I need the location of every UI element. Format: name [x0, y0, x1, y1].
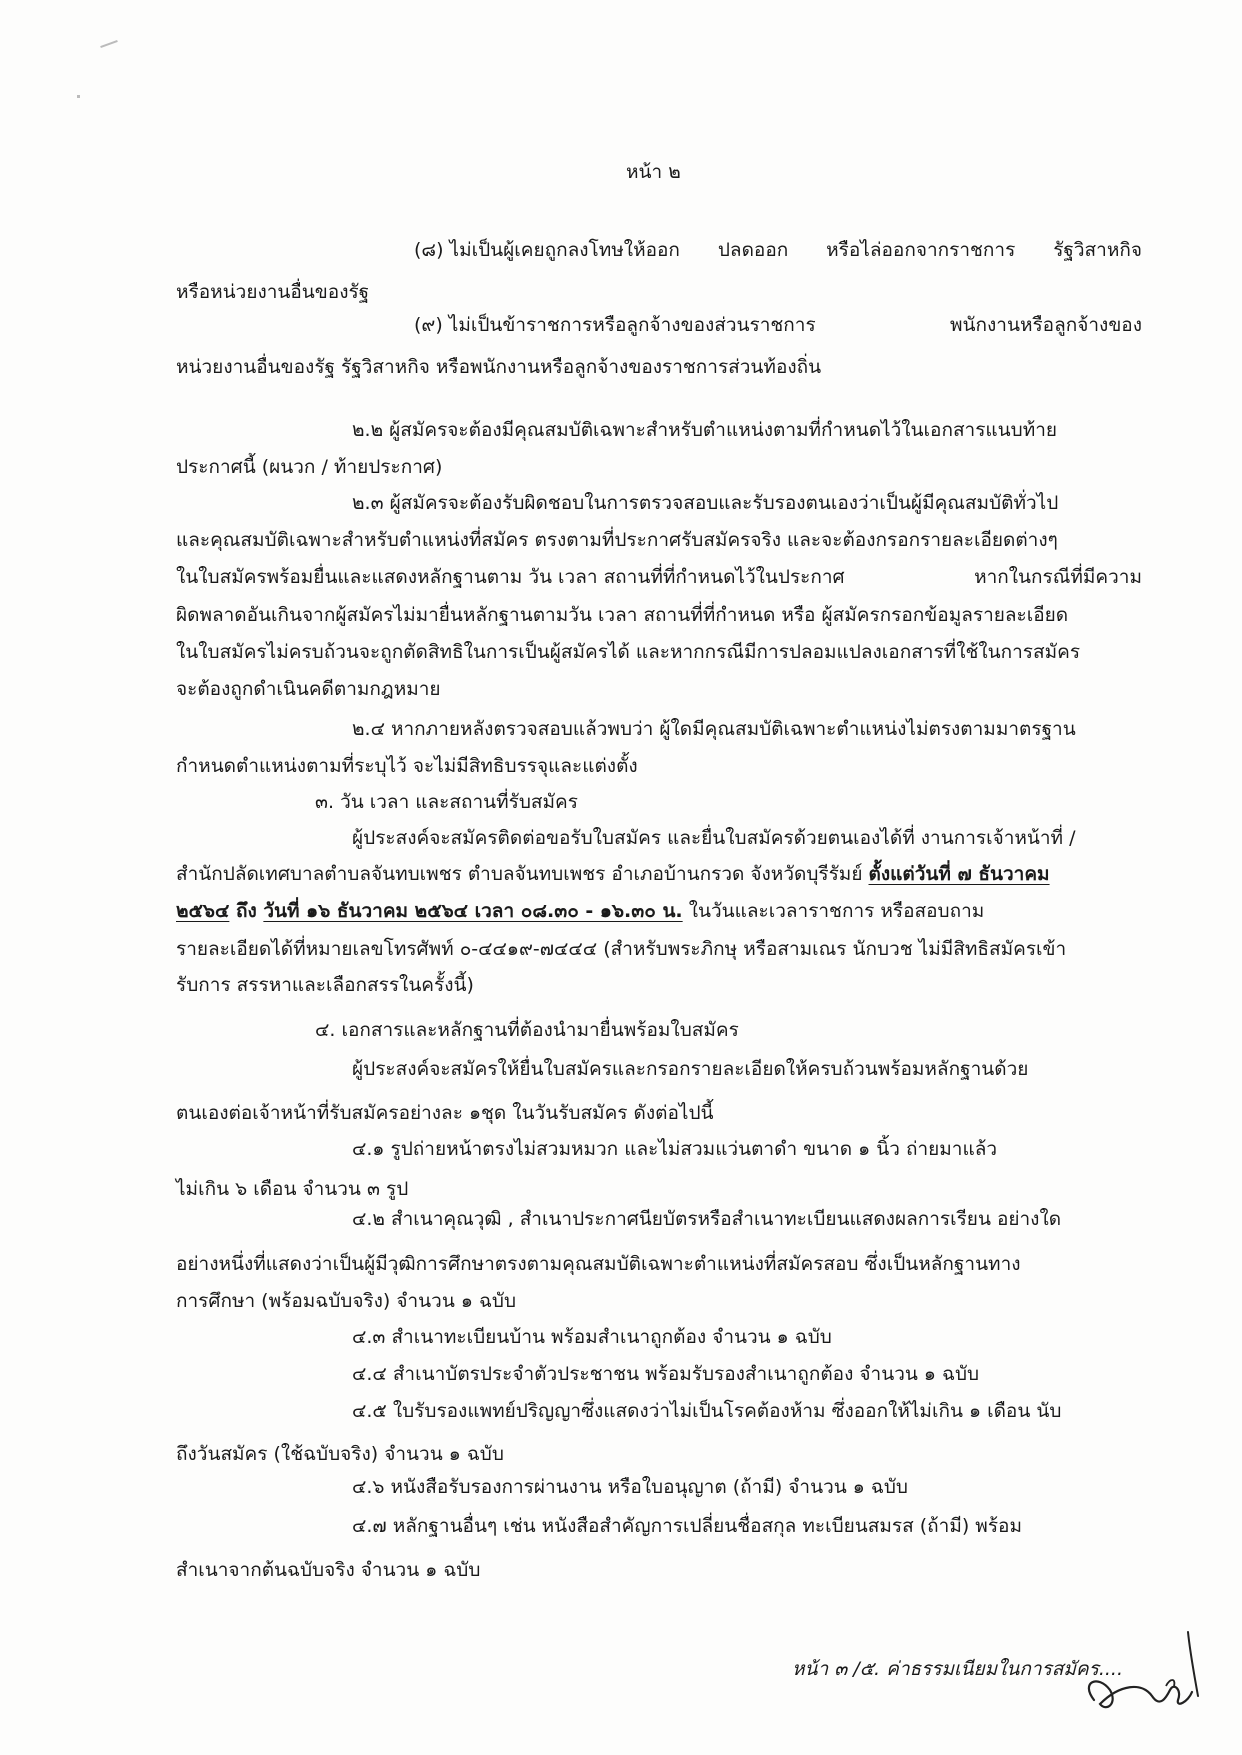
section-3-line2: สำนักปลัดเทศบาลตำบลจันทบเพชร ตำบลจันทบเพชร อำเภอบ้านกรวด จังหวัดบุรีรัมย์ ตั้งแต่วันที่ ๗ ธันวาคม [176, 863, 1050, 885]
item-4-2-line1: ๔.๒ สำเนาคุณวุฒิ , สำเนาประกาศนียบัตรหรือสำเนาทะเบียนแสดงผลการเรียน อย่างใด [352, 1208, 1062, 1230]
section-4-intro-line1: ผู้ประสงค์จะสมัครให้ยื่นใบสมัครและกรอกรายละเอียดให้ครบถ้วนพร้อมหลักฐานด้วย [352, 1058, 1029, 1080]
section-2-2-line2: ประกาศนี้ (ผนวก / ท้ายประกาศ) [176, 456, 443, 478]
item-9-line2: หน่วยงานอื่นของรัฐ รัฐวิสาหกิจ หรือพนักงานหรือลูกจ้างของราชการส่วนท้องถิ่น [176, 356, 822, 378]
item-4-3: ๔.๓ สำเนาทะเบียนบ้าน พร้อมสำเนาถูกต้อง จำนวน ๑ ฉบับ [352, 1326, 832, 1348]
item-8-line1: (๘) ไม่เป็นผู้เคยถูกลงโทษให้ออก ปลดออก หรือไล่ออกจากราชการ รัฐวิสาหกิจ [414, 239, 1142, 261]
section-2-3-line6: จะต้องถูกดำเนินคดีตามกฎหมาย [176, 678, 441, 700]
item-4-4: ๔.๔ สำเนาบัตรประจำตัวประชาชน พร้อมรับรองสำเนาถูกต้อง จำนวน ๑ ฉบับ [352, 1363, 980, 1385]
item-8-line2: หรือหน่วยงานอื่นของรัฐ [176, 281, 370, 303]
item-4-2-line3: การศึกษา (พร้อมฉบับจริง) จำนวน ๑ ฉบับ [176, 1290, 517, 1312]
section-2-4-line2: กำหนดตำแหน่งตามที่ระบุไว้ จะไม่มีสิทธิบรรจุและแต่งตั้ง [176, 755, 638, 777]
application-end-date: วันที่ ๑๖ ธันวาคม ๒๕๖๔ เวลา ๐๘.๓๐ - ๑๖.๓๐ น. [263, 900, 683, 922]
section-2-3-line2: และคุณสมบัติเฉพาะสำหรับตำแหน่งที่สมัคร ตรงตามที่ประกาศรับสมัครจริง และจะต้องกรอกรายละเอียดต่างๆ [176, 529, 1058, 551]
continuation-note: หน้า ๓ /๕. ค่าธรรมเนียมในการสมัคร.... [792, 1658, 1123, 1680]
section-2-3-line5: ในใบสมัครไม่ครบถ้วนจะถูกตัดสิทธิในการเป็นผู้สมัครได้ และหากกรณีมีการปลอมแปลงเอกสารที่ใช้ในการสมัคร [176, 641, 1081, 663]
scan-speck [77, 95, 80, 98]
item-4-5-line2: ถึงวันสมัคร (ใช้ฉบับจริง) จำนวน ๑ ฉบับ [176, 1443, 504, 1465]
item-4-2-line2: อย่างหนึ่งที่แสดงว่าเป็นผู้มีวุฒิการศึกษาตรงตามคุณสมบัติเฉพาะตำแหน่งที่สมัครสอบ ซึ่งเป็นหลักฐานทาง [176, 1253, 1021, 1275]
item-4-7-line2: สำเนาจากต้นฉบับจริง จำนวน ๑ ฉบับ [176, 1559, 481, 1581]
section-3-line4: รายละเอียดได้ที่หมายเลขโทรศัพท์ ๐-๔๔๑๙-๗๔๔๔ (สำหรับพระภิกษุ หรือสามเณร นักบวช ไม่มีสิทธิสมัครเข้า [176, 938, 1067, 960]
signature-mark [1070, 1612, 1220, 1722]
item-4-6: ๔.๖ หนังสือรับรองการผ่านงาน หรือใบอนุญาต (ถ้ามี) จำนวน ๑ ฉบับ [352, 1476, 908, 1498]
item-4-1-line1: ๔.๑ รูปถ่ายหน้าตรงไม่สวมหมวก และไม่สวมแว่นตาดำ ขนาด ๑ นิ้ว ถ่ายมาแล้ว [352, 1138, 998, 1160]
section-3-line3: ๒๕๖๔ ถึง วันที่ ๑๖ ธันวาคม ๒๕๖๔ เวลา ๐๘.๓๐ - ๑๖.๓๐ น. ในวันและเวลาราชการ หรือสอบถาม [176, 900, 985, 922]
item-4-5-line1: ๔.๕ ใบรับรองแพทย์ปริญญาซึ่งแสดงว่าไม่เป็นโรคต้องห้าม ซึ่งออกให้ไม่เกิน ๑ เดือน นับ [352, 1400, 1062, 1422]
item-4-7-line1: ๔.๗ หลักฐานอื่นๆ เช่น หนังสือสำคัญการเปลี่ยนชื่อสกุล ทะเบียนสมรส (ถ้ามี) พร้อม [352, 1515, 1022, 1537]
section-4-heading: ๔. เอกสารและหลักฐานที่ต้องนำมายื่นพร้อมใบสมัคร [315, 1019, 739, 1041]
application-start-year: ๒๕๖๔ [176, 900, 230, 922]
section-2-4-line1: ๒.๔ หากภายหลังตรวจสอบแล้วพบว่า ผู้ใดมีคุณสมบัติเฉพาะตำแหน่งไม่ตรงตามมาตรฐาน [352, 718, 1076, 740]
item-4-1-line2: ไม่เกิน ๖ เดือน จำนวน ๓ รูป [176, 1178, 409, 1200]
section-3-line1: ผู้ประสงค์จะสมัครติดต่อขอรับใบสมัคร และยื่นใบสมัครด้วยตนเองได้ที่ งานการเจ้าหน้าที่ / [352, 827, 1076, 849]
section-3-heading: ๓. วัน เวลา และสถานที่รับสมัคร [315, 791, 578, 813]
section-2-3-line3: ในใบสมัครพร้อมยื่นและแสดงหลักฐานตาม วัน เวลา สถานที่ที่กำหนดไว้ในประกาศ หากในกรณีที่มีความ [176, 566, 1142, 588]
application-start-date: ตั้งแต่วันที่ ๗ ธันวาคม [868, 863, 1050, 885]
section-4-intro-line2: ตนเองต่อเจ้าหน้าที่รับสมัครอย่างละ ๑ชุด ในวันรับสมัคร ดังต่อไปนี้ [176, 1102, 714, 1124]
section-3-line5: รับการ สรรหาและเลือกสรรในครั้งนี้) [176, 974, 474, 996]
page-number: หน้า ๒ [626, 161, 681, 183]
section-2-2-line1: ๒.๒ ผู้สมัครจะต้องมีคุณสมบัติเฉพาะสำหรับตำแหน่งตามที่กำหนดไว้ในเอกสารแนบท้าย [352, 419, 1058, 441]
section-2-3-line4: ผิดพลาดอันเกินจากผู้สมัครไม่มายื่นหลักฐานตามวัน เวลา สถานที่ที่กำหนด หรือ ผู้สมัครกรอกข้อมูลรายละเอียด [176, 604, 1069, 626]
item-9-line1: (๙) ไม่เป็นข้าราชการหรือลูกจ้างของส่วนราชการ พนักงานหรือลูกจ้างของ [414, 314, 1142, 336]
scan-speck [100, 40, 118, 48]
section-2-3-line1: ๒.๓ ผู้สมัครจะต้องรับผิดชอบในการตรวจสอบและรับรองตนเองว่าเป็นผู้มีคุณสมบัติทั่วไป [352, 492, 1059, 514]
